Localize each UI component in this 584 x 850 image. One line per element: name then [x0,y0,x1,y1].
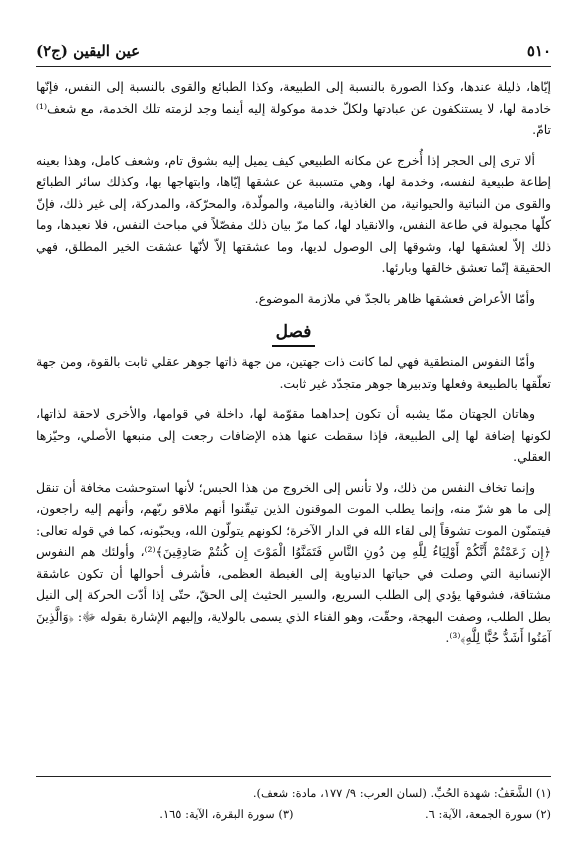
paragraph-6: وإنما تخاف النفس من ذلك، ولا تأنس إلى الخروج من هذا الحبس؛ لأنها استوحشت مخافة أن تنقل إلى ما هو شرّ منه، وإنما يطلب الموت الموقنون الذين تيقّنوا أنهم ملاقو ربّهم، وأنهم إليه راجعون، فيتمنّون الموت تشوقاً إلى لقاء الله في الدار الآخرة؛ لكونهم يتولّون الله، ويحبّونه، كما في قوله تعالى: ﴿إِن زَعَمْتُمْ أَنَّكُمْ أَوْلِيَاءُ لِلَّهِ مِن دُونِ النَّاسِ فَتَمَنَّوُا الْمَوْتَ إِن كُنتُمْ صَادِقِينَ﴾⁽²⁾، وأولئك هم النفوس الإنسانية التي وصلت في حياتها الدنياوية إلى الغبطة العظمى، فأشرف أحوالها أن تكون عاشقة مشتاقة، فشوقها يؤدي إلى الطلب السريع، والسير الحثيث إلى الحقّ، حتّى إذا أدّت الحركة إلى النيل بطل الطلب، وصفت البهجة، وحقّت، وهو الفناء الذي يسمى بالولاية، وإليهم الإشارة بقوله ﷻ: ﴿وَالَّذِينَ آمَنُوا أَشَدُّ حُبًّا لِلَّهِ﴾⁽³⁾. [36,479,551,645]
paragraph-5: وهاتان الجهتان ممّا يشبه أن تكون إحداهما مقوّمة لها، داخلة في قوامها، والأخرى لاحقة لذاتها، لكونها إضافة لها إلى الطبيعة، فإذا سقطت عنها هذه الإضافات رجعت إلى منبعها الأصلي، وحيّزها العقلي. [36,406,551,464]
paragraph-2: ألا ترى إلى الحجر إذا أُخرج عن مكانه الطبيعي كيف يميل إليه بشوق تام، وشعف كامل، وهذا بعينه إطاعة طبيعية لنفسه، وخدمة لها، وهي متسببة عن عشقها إيّاها، وابتهاجها بها، وكذلك سائر الطبائع والقوى من النباتية والحيوانية، من الغاذية، والنامية، والمولّدة، والمحرّكة، والمدركة، إلى غير ذلك، فإنّ كلّها مجبولة في طاعة النفس، والانقياد لها، كما مرّ بيان ذلك مفصّلاً في مباحث النفس، فلا نعيدها، وما ذلك إلاّ لعشقها لها، وشوقها إلى الوصول لديها، وما عشقتها إلاّ لأنّها عشقت الخير المطلق، فهي الحقيقة إنّما تعشق خالقها وبارئها. [36,152,551,275]
section-heading-label: فصل [272,319,316,347]
footnote-2: (٢) سورة الجمعة، الآية: ٦. [425,807,551,821]
running-title: عين اليقين (ج٢) [36,42,141,60]
page-number: ٥١٠ [526,42,551,60]
paragraph-4: وأمّا النفوس المنطقية فهي لما كانت ذات جهتين، من جهة ذاتها جوهر عقلي ثابت بالقوة، ومن جهة تعلّقها بالطبيعة وفعلها وتدبيرها جوهر متجدّد غير ثابت. [36,354,551,391]
page-header [36,40,551,67]
section-heading [36,319,551,347]
footnotes [36,776,551,825]
footnote-1: (١) الشَّعَفُ: شهدة الحُبِّ. (لسان العرب: ٩/ ١٧٧، مادة: شعف). [252,786,551,800]
paragraph-3: وأمّا الأعراض فعشقها ظاهر بالجدّ في ملازمة الموضوع. [254,290,535,306]
footnote-3: (٣) سورة البقرة، الآية: ١٦٥. [159,807,294,821]
main-text [36,76,551,658]
footnote-row [36,804,551,825]
paragraph-1: إيّاها، ذليلة عندها، وكذا الصورة بالنسبة إلى الطبيعة، وكذا الطبائع والقوى بالنسبة إلى النفس، فإنّها خادمة لها، لا يستنكفون عن عبادتها ولكلّ خدمة موكولة إليه أينما وجد لزمته تلك الخدمة، مع شعف⁽¹⁾ تامّ. [36,79,551,137]
